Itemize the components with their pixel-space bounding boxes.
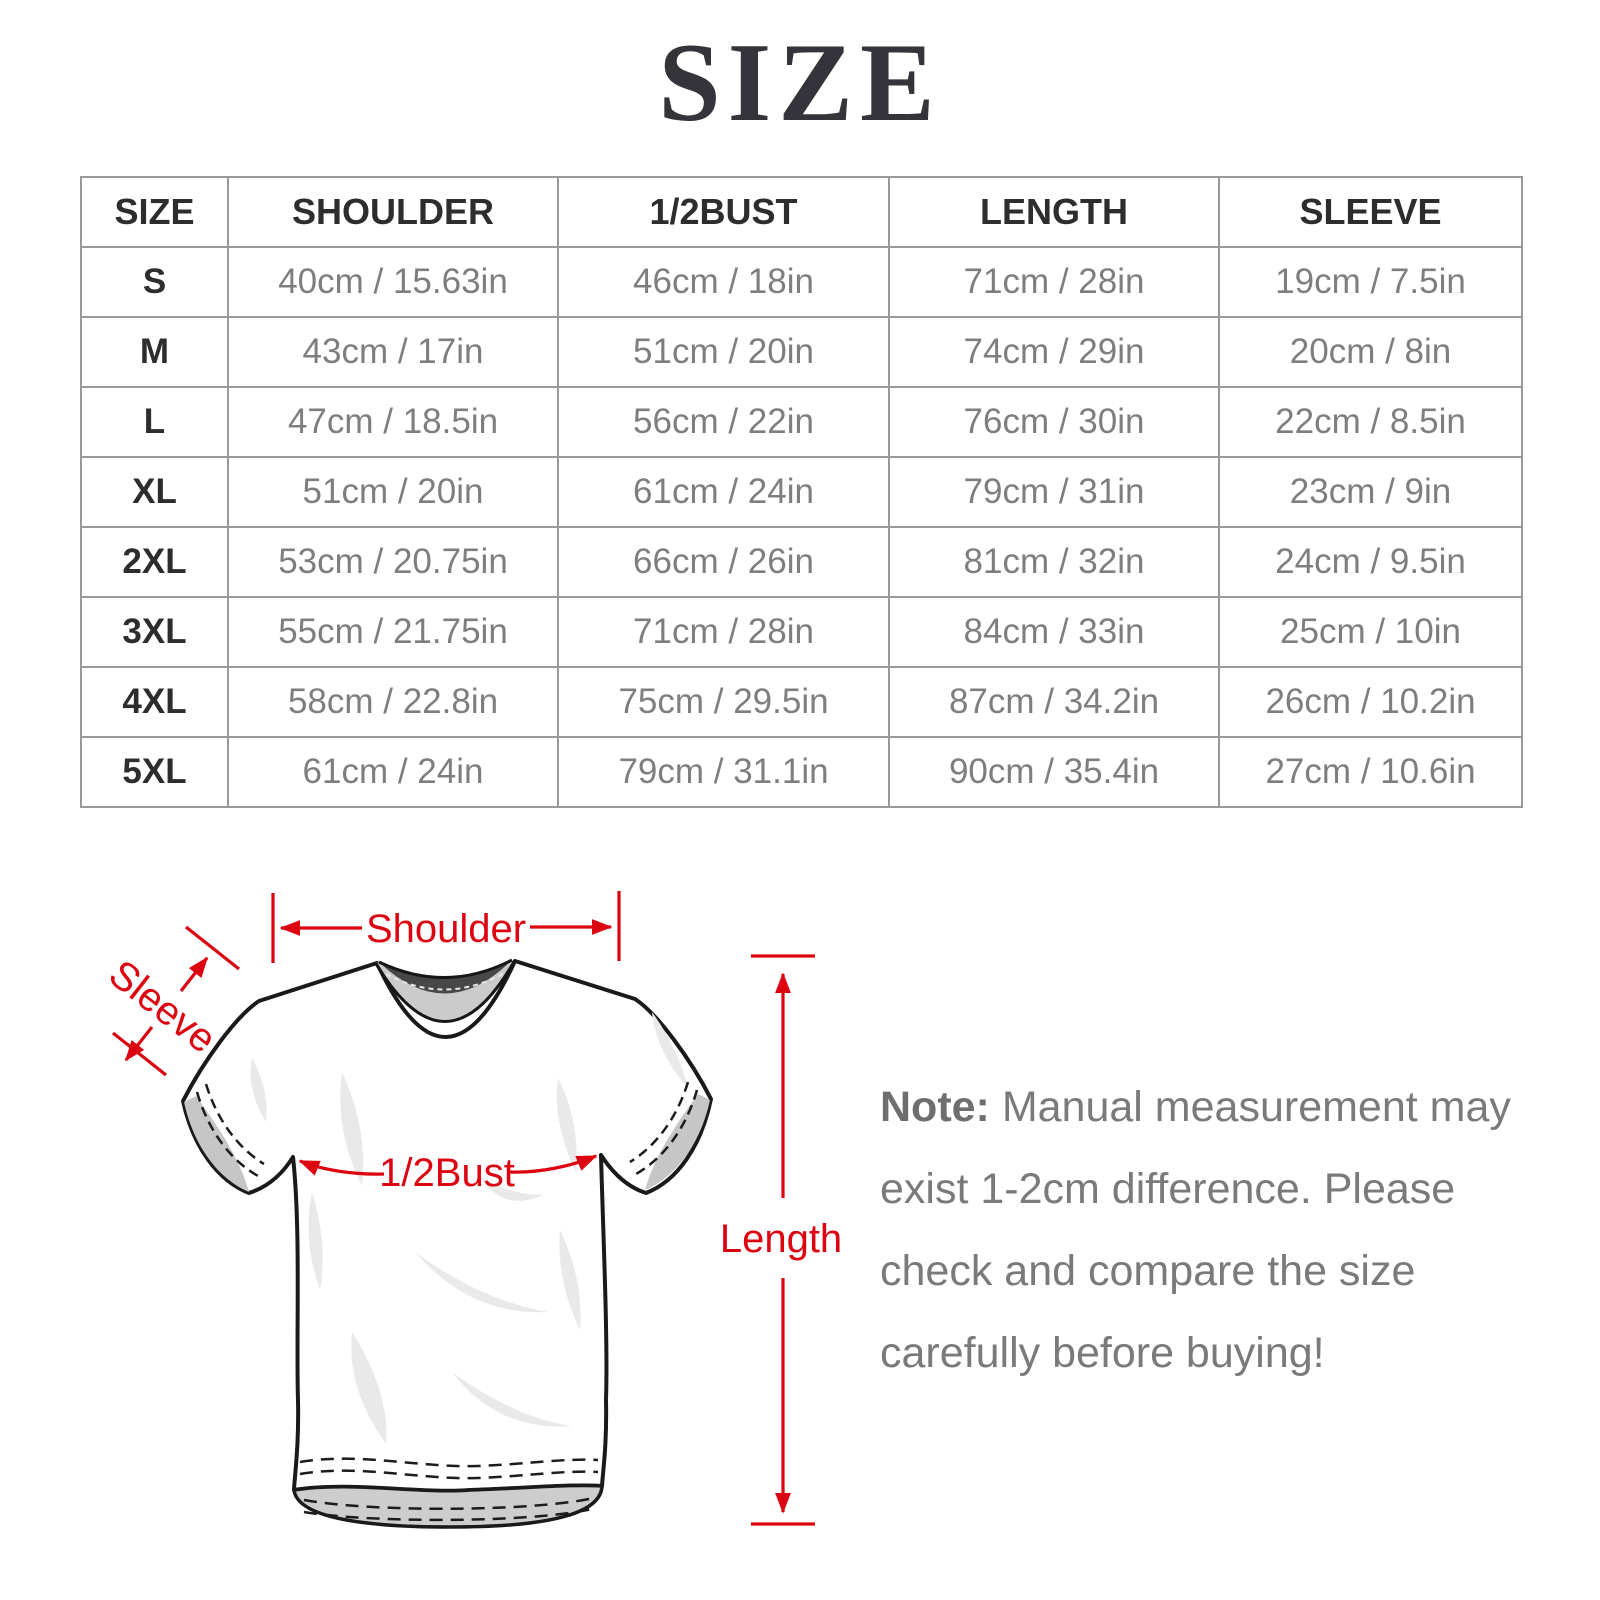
note-label: Note: — [880, 1083, 990, 1131]
size-label: L — [81, 387, 228, 457]
length-value: 81cm / 32in — [889, 527, 1219, 597]
sleeve-label: Sleeve — [100, 951, 225, 1062]
bust-value: 71cm / 28in — [558, 597, 889, 667]
length-value: 84cm / 33in — [889, 597, 1219, 667]
size-label: S — [81, 247, 228, 317]
shoulder-value: 53cm / 20.75in — [228, 527, 558, 597]
length-value: 76cm / 30in — [889, 387, 1219, 457]
column-header-sleeve: SLEEVE — [1219, 177, 1522, 247]
table-row — [81, 387, 1522, 457]
table-row — [81, 457, 1522, 527]
length-value: 90cm / 35.4in — [889, 737, 1219, 807]
note-line: exist 1-2cm difference. Please — [880, 1165, 1456, 1213]
size-label: 5XL — [81, 737, 228, 807]
measurement-note — [880, 1066, 1540, 1394]
column-header-bust: 1/2BUST — [558, 177, 889, 247]
size-table — [80, 176, 1523, 808]
note-text: Manual measurement may — [1001, 1083, 1511, 1131]
size-label: XL — [81, 457, 228, 527]
length-label: Length — [719, 1217, 843, 1261]
size-label: 2XL — [81, 527, 228, 597]
note-line — [880, 1066, 1540, 1148]
table-row — [81, 247, 1522, 317]
tshirt-outline — [183, 961, 711, 1491]
column-header-length: LENGTH — [889, 177, 1219, 247]
length-value: 74cm / 29in — [889, 317, 1219, 387]
column-header-shoulder: SHOULDER — [228, 177, 558, 247]
shoulder-value: 55cm / 21.75in — [228, 597, 558, 667]
note-line: carefully before buying! — [880, 1329, 1325, 1377]
sleeve-value: 19cm / 7.5in — [1219, 247, 1522, 317]
shoulder-label: Shoulder — [365, 907, 527, 951]
shoulder-value: 58cm / 22.8in — [228, 667, 558, 737]
sleeve-value: 26cm / 10.2in — [1219, 667, 1522, 737]
page-title: SIZE — [658, 21, 942, 145]
shoulder-value: 43cm / 17in — [228, 317, 558, 387]
table-row — [81, 597, 1522, 667]
bust-value: 56cm / 22in — [558, 387, 889, 457]
note-line: check and compare the size — [880, 1247, 1416, 1295]
size-label: 3XL — [81, 597, 228, 667]
shoulder-value: 51cm / 20in — [228, 457, 558, 527]
bust-value: 79cm / 31.1in — [558, 737, 889, 807]
length-value: 87cm / 34.2in — [889, 667, 1219, 737]
size-label: M — [81, 317, 228, 387]
sleeve-value: 25cm / 10in — [1219, 597, 1522, 667]
bust-value: 75cm / 29.5in — [558, 667, 889, 737]
bust-value: 66cm / 26in — [558, 527, 889, 597]
column-header-size: SIZE — [81, 177, 228, 247]
half-bust-label: 1/2Bust — [379, 1151, 515, 1195]
table-row — [81, 527, 1522, 597]
table-row — [81, 667, 1522, 737]
sleeve-value: 24cm / 9.5in — [1219, 527, 1522, 597]
sleeve-value: 22cm / 8.5in — [1219, 387, 1522, 457]
bust-value: 51cm / 20in — [558, 317, 889, 387]
table-row — [81, 317, 1522, 387]
length-value: 71cm / 28in — [889, 247, 1219, 317]
shoulder-value: 40cm / 15.63in — [228, 247, 558, 317]
table-row — [81, 737, 1522, 807]
bust-value: 46cm / 18in — [558, 247, 889, 317]
length-value: 79cm / 31in — [889, 457, 1219, 527]
sleeve-value: 23cm / 9in — [1219, 457, 1522, 527]
bust-value: 61cm / 24in — [558, 457, 889, 527]
sleeve-value: 27cm / 10.6in — [1219, 737, 1522, 807]
sleeve-value: 20cm / 8in — [1219, 317, 1522, 387]
shoulder-value: 61cm / 24in — [228, 737, 558, 807]
size-label: 4XL — [81, 667, 228, 737]
shoulder-value: 47cm / 18.5in — [228, 387, 558, 457]
table-header-row — [81, 177, 1522, 247]
